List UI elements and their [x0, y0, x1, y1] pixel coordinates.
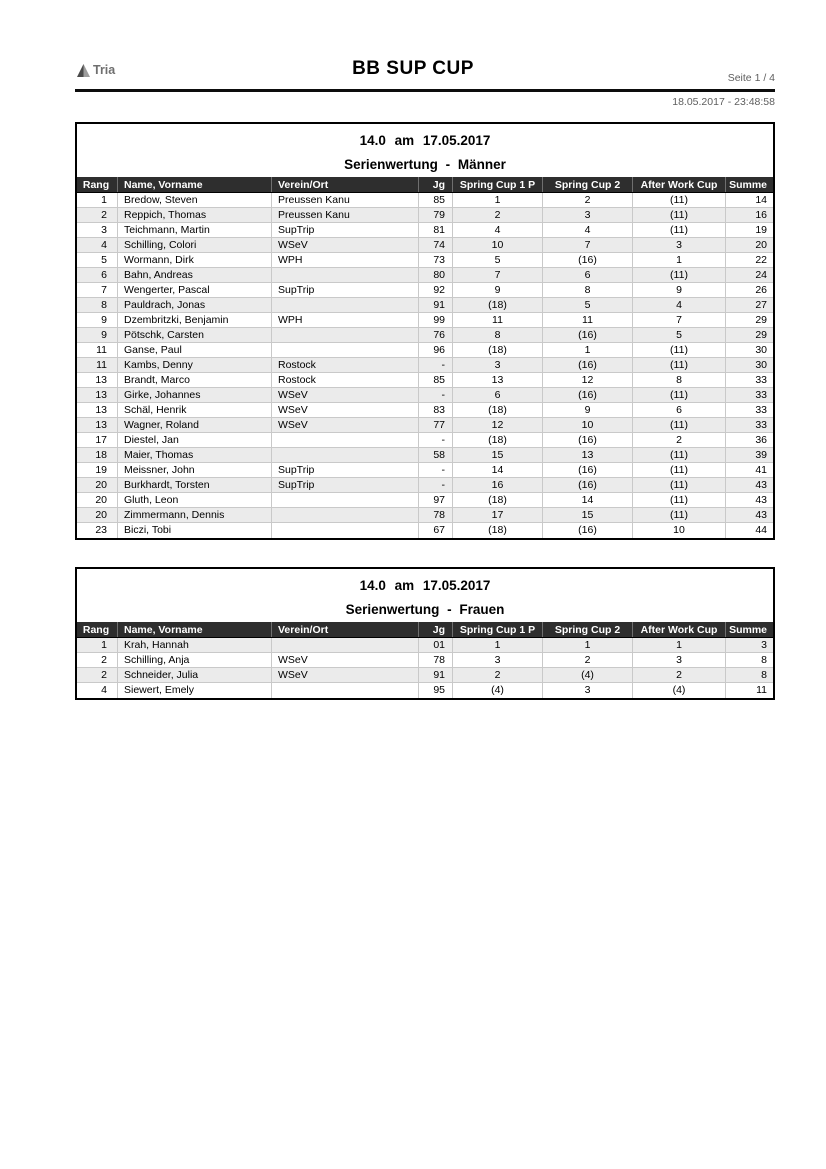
table-cell: 91 — [418, 668, 452, 682]
table-cell: WPH — [271, 313, 418, 327]
table-cell: WPH — [271, 253, 418, 267]
table-cell: 29 — [725, 328, 773, 342]
table-cell: 3 — [632, 238, 725, 252]
table-cell — [271, 508, 418, 522]
table-cell: 33 — [725, 418, 773, 432]
table-cell — [271, 328, 418, 342]
table-cell: Bredow, Steven — [117, 193, 271, 207]
table-cell: 16 — [452, 478, 542, 492]
table-cell: Wormann, Dirk — [117, 253, 271, 267]
table-cell: (16) — [542, 463, 632, 477]
table-cell: (4) — [632, 683, 725, 698]
column-header: Spring Cup 1 P — [452, 177, 542, 192]
column-header: Jg — [418, 622, 452, 637]
table-cell: Rostock — [271, 373, 418, 387]
table-cell: 2 — [101, 669, 107, 681]
table-row — [77, 448, 773, 463]
table-cell: 20 — [725, 238, 773, 252]
table-cell: 11 — [542, 313, 632, 327]
document-title: BB SUP CUP — [352, 58, 474, 79]
table-cell: 67 — [418, 523, 452, 538]
table-row — [77, 418, 773, 433]
table-cell: 2 — [632, 668, 725, 682]
table-cell: 8 — [725, 653, 773, 667]
table-cell: 17 — [452, 508, 542, 522]
table-cell: 13 — [95, 374, 107, 386]
table-title-block — [77, 124, 773, 177]
table-cell: 3 — [452, 653, 542, 667]
table-row — [77, 493, 773, 508]
column-header: Jg — [418, 177, 452, 192]
table-cell: 2 — [452, 208, 542, 222]
table-cell: Wagner, Roland — [117, 418, 271, 432]
table-cell: - — [418, 478, 452, 492]
table-cell: 2 — [542, 653, 632, 667]
table-cell: 79 — [418, 208, 452, 222]
table-cell: 76 — [418, 328, 452, 342]
table-cell: (11) — [632, 508, 725, 522]
table-cell: WSeV — [271, 668, 418, 682]
table-row — [77, 403, 773, 418]
table-cell — [271, 493, 418, 507]
table-cell: 29 — [725, 313, 773, 327]
table-cell: 6 — [632, 403, 725, 417]
table-title-series: Serienwertung - Frauen — [345, 602, 505, 617]
table-cell: 7 — [632, 313, 725, 327]
table-row — [77, 223, 773, 238]
table-cell: 78 — [418, 653, 452, 667]
page-number-label: Seite 1 / 4 — [727, 72, 775, 84]
table-cell: SupTrip — [271, 223, 418, 237]
table-cell — [271, 343, 418, 357]
table-cell: 11 — [96, 344, 107, 356]
table-row — [77, 668, 773, 683]
table-cell: 95 — [418, 683, 452, 698]
table-cell: (16) — [542, 253, 632, 267]
table-cell: Pötschk, Carsten — [117, 328, 271, 342]
table-cell: WSeV — [271, 403, 418, 417]
table-cell: 7 — [452, 268, 542, 282]
table-cell: 24 — [725, 268, 773, 282]
table-row — [77, 508, 773, 523]
table-cell: Bahn, Andreas — [117, 268, 271, 282]
table-cell: (11) — [632, 268, 725, 282]
print-timestamp: 18.05.2017 - 23:48:58 — [672, 96, 775, 108]
table-cell: 20 — [95, 494, 107, 506]
table-row — [77, 208, 773, 223]
table-cell: 13 — [95, 404, 107, 416]
column-header: Verein/Ort — [271, 177, 418, 192]
table-cell: 85 — [418, 193, 452, 207]
table-cell: 36 — [725, 433, 773, 447]
column-header: After Work Cup — [632, 177, 725, 192]
table-cell: 4 — [542, 223, 632, 237]
column-header: Summe — [725, 177, 773, 192]
table-cell — [271, 298, 418, 312]
table-cell: 4 — [452, 223, 542, 237]
table-cell: (11) — [632, 493, 725, 507]
table-cell: (16) — [542, 433, 632, 447]
table-cell: 3 — [542, 208, 632, 222]
table-cell: 01 — [418, 638, 452, 652]
table-row — [77, 638, 773, 653]
table-cell: 10 — [452, 238, 542, 252]
table-cell: 20 — [95, 509, 107, 521]
table-cell: Teichmann, Martin — [117, 223, 271, 237]
table-cell: 8 — [725, 668, 773, 682]
table-cell: - — [418, 463, 452, 477]
column-header: Rang — [82, 624, 110, 636]
table-cell: 3 — [101, 224, 107, 236]
table-cell: (11) — [632, 388, 725, 402]
table-cell: 16 — [725, 208, 773, 222]
table-cell: Rostock — [271, 358, 418, 372]
table-header-row — [77, 622, 773, 638]
table-cell: (11) — [632, 448, 725, 462]
table-cell: 10 — [542, 418, 632, 432]
table-header-row — [77, 177, 773, 193]
table-cell: 33 — [725, 403, 773, 417]
table-cell: (18) — [452, 433, 542, 447]
table-cell: 9 — [452, 283, 542, 297]
table-cell: 39 — [725, 448, 773, 462]
table-cell: (4) — [542, 668, 632, 682]
header-divider — [75, 89, 775, 92]
table-cell: (11) — [632, 463, 725, 477]
table-cell: 5 — [632, 328, 725, 342]
table-row — [77, 388, 773, 403]
table-cell: 11 — [452, 313, 542, 327]
table-cell: (11) — [632, 343, 725, 357]
table-cell: Krah, Hannah — [117, 638, 271, 652]
table-cell: 13 — [95, 419, 107, 431]
table-cell: 80 — [418, 268, 452, 282]
table-cell: WSeV — [271, 418, 418, 432]
table-cell: 9 — [542, 403, 632, 417]
table-cell: 9 — [101, 329, 107, 341]
table-cell: 15 — [542, 508, 632, 522]
table-cell: 1 — [632, 638, 725, 652]
table-row — [77, 268, 773, 283]
table-cell: 13 — [542, 448, 632, 462]
table-cell: Preussen Kanu — [271, 193, 418, 207]
table-cell: 1 — [101, 639, 107, 651]
table-cell: 91 — [418, 298, 452, 312]
table-cell: 43 — [725, 493, 773, 507]
column-header: Verein/Ort — [271, 622, 418, 637]
table-cell: 58 — [418, 448, 452, 462]
table-cell: 3 — [632, 653, 725, 667]
column-header: Spring Cup 2 — [542, 622, 632, 637]
table-cell: 3 — [542, 683, 632, 698]
table-cell: (18) — [452, 343, 542, 357]
table-cell: 43 — [725, 478, 773, 492]
table-cell: Schilling, Anja — [117, 653, 271, 667]
table-cell: 11 — [96, 359, 107, 371]
table-cell: Zimmermann, Dennis — [117, 508, 271, 522]
table-cell: 6 — [452, 388, 542, 402]
table-row — [77, 463, 773, 478]
table-cell: 6 — [542, 268, 632, 282]
table-cell: 7 — [101, 284, 107, 296]
table-cell: WSeV — [271, 653, 418, 667]
table-cell: 30 — [725, 358, 773, 372]
table-cell: 4 — [101, 239, 107, 251]
table-cell: (11) — [632, 418, 725, 432]
table-cell: (4) — [452, 683, 542, 698]
table-cell: Biczi, Tobi — [117, 523, 271, 538]
table-cell: (11) — [632, 478, 725, 492]
table-cell: 44 — [725, 523, 773, 538]
table-cell: (11) — [632, 193, 725, 207]
table-cell: SupTrip — [271, 283, 418, 297]
table-cell: 9 — [101, 314, 107, 326]
table-cell: 81 — [418, 223, 452, 237]
table-cell: WSeV — [271, 388, 418, 402]
table-cell: 73 — [418, 253, 452, 267]
table-row — [77, 683, 773, 698]
table-cell: Brandt, Marco — [117, 373, 271, 387]
table-row — [77, 358, 773, 373]
table-cell: 8 — [542, 283, 632, 297]
table-row — [77, 238, 773, 253]
table-cell: (18) — [452, 523, 542, 538]
table-cell: 14 — [725, 193, 773, 207]
table-cell: 3 — [452, 358, 542, 372]
table-cell: 19 — [95, 464, 107, 476]
column-header: Spring Cup 2 — [542, 177, 632, 192]
table-cell: 1 — [632, 253, 725, 267]
table-cell — [271, 638, 418, 652]
table-cell — [271, 523, 418, 538]
table-cell: 2 — [542, 193, 632, 207]
table-cell: 13 — [95, 389, 107, 401]
table-cell — [271, 268, 418, 282]
table-cell — [271, 683, 418, 698]
table-cell: 83 — [418, 403, 452, 417]
table-cell: Girke, Johannes — [117, 388, 271, 402]
table-cell: 2 — [632, 433, 725, 447]
table-cell: 5 — [452, 253, 542, 267]
table-title-block — [77, 569, 773, 622]
table-cell: 99 — [418, 313, 452, 327]
table-cell: 19 — [725, 223, 773, 237]
column-header: Summe — [725, 622, 773, 637]
table-title-date: 14.0 am 17.05.2017 — [359, 133, 491, 148]
column-header: Name, Vorname — [117, 622, 271, 637]
column-header: After Work Cup — [632, 622, 725, 637]
table-cell: Gluth, Leon — [117, 493, 271, 507]
table-row — [77, 328, 773, 343]
table-cell: 3 — [725, 638, 773, 652]
table-cell: 11 — [725, 683, 773, 698]
table-cell: Ganse, Paul — [117, 343, 271, 357]
table-cell: 41 — [725, 463, 773, 477]
table-cell: 6 — [101, 269, 107, 281]
table-cell: 14 — [452, 463, 542, 477]
table-cell: (18) — [452, 298, 542, 312]
table-cell: Dzembritzki, Benjamin — [117, 313, 271, 327]
table-cell: SupTrip — [271, 478, 418, 492]
table-cell: Meissner, John — [117, 463, 271, 477]
table-cell: 1 — [452, 638, 542, 652]
table-cell: 4 — [632, 298, 725, 312]
table-cell: 7 — [542, 238, 632, 252]
table-cell: Kambs, Denny — [117, 358, 271, 372]
table-cell: 1 — [452, 193, 542, 207]
table-cell: 2 — [452, 668, 542, 682]
table-cell: Schilling, Colori — [117, 238, 271, 252]
table-row — [77, 343, 773, 358]
table-cell: 27 — [725, 298, 773, 312]
table-cell — [271, 448, 418, 462]
table-cell: Siewert, Emely — [117, 683, 271, 698]
table-cell: 10 — [632, 523, 725, 538]
table-cell: 5 — [101, 254, 107, 266]
table-cell: 1 — [542, 638, 632, 652]
table-cell: 4 — [101, 684, 107, 696]
table-cell: Diestel, Jan — [117, 433, 271, 447]
table-row — [77, 653, 773, 668]
table-cell: 1 — [101, 194, 107, 206]
table-cell: (18) — [452, 493, 542, 507]
table-cell: Schneider, Julia — [117, 668, 271, 682]
logo-text: Tria — [93, 63, 116, 77]
table-cell: 9 — [632, 283, 725, 297]
table-cell: - — [418, 358, 452, 372]
table-cell: 1 — [542, 343, 632, 357]
table-row — [77, 253, 773, 268]
table-cell: (16) — [542, 328, 632, 342]
table-cell: (11) — [632, 223, 725, 237]
table-cell: 33 — [725, 388, 773, 402]
table-cell: 33 — [725, 373, 773, 387]
table-cell: (11) — [632, 208, 725, 222]
table-row — [77, 373, 773, 388]
column-header: Name, Vorname — [117, 177, 271, 192]
table-cell: 85 — [418, 373, 452, 387]
table-cell: 14 — [542, 493, 632, 507]
table-cell: 5 — [542, 298, 632, 312]
table-cell: (16) — [542, 388, 632, 402]
table-cell: 77 — [418, 418, 452, 432]
table-cell: 20 — [95, 479, 107, 491]
table-cell: (16) — [542, 523, 632, 538]
table-row — [77, 313, 773, 328]
table-cell: (16) — [542, 358, 632, 372]
table-cell: 22 — [725, 253, 773, 267]
table-title-series: Serienwertung - Männer — [344, 157, 506, 172]
table-row — [77, 298, 773, 313]
table-cell: Reppich, Thomas — [117, 208, 271, 222]
table-cell: WSeV — [271, 238, 418, 252]
table-cell: Maier, Thomas — [117, 448, 271, 462]
table-row — [77, 433, 773, 448]
table-cell: 8 — [632, 373, 725, 387]
table-cell: 30 — [725, 343, 773, 357]
table-row — [77, 523, 773, 538]
table-row — [77, 478, 773, 493]
table-cell: 78 — [418, 508, 452, 522]
table-title-date: 14.0 am 17.05.2017 — [359, 578, 491, 593]
table-cell: 12 — [542, 373, 632, 387]
table-cell: (11) — [632, 358, 725, 372]
table-cell: 8 — [101, 299, 107, 311]
table-cell: 2 — [101, 209, 107, 221]
table-row — [77, 193, 773, 208]
table-cell: 92 — [418, 283, 452, 297]
table-cell: Pauldrach, Jonas — [117, 298, 271, 312]
table-cell: 26 — [725, 283, 773, 297]
table-cell: - — [418, 388, 452, 402]
table-cell: Schäl, Henrik — [117, 403, 271, 417]
table-cell: SupTrip — [271, 463, 418, 477]
table-cell: 96 — [418, 343, 452, 357]
table-cell: (18) — [452, 403, 542, 417]
column-header: Spring Cup 1 P — [452, 622, 542, 637]
table-cell: 2 — [101, 654, 107, 666]
table-cell: - — [418, 433, 452, 447]
table-cell: 12 — [452, 418, 542, 432]
table-cell: (16) — [542, 478, 632, 492]
table-row — [77, 283, 773, 298]
table-cell: 97 — [418, 493, 452, 507]
table-frauen — [75, 567, 775, 700]
table-cell: 17 — [95, 434, 107, 446]
table-cell: 13 — [452, 373, 542, 387]
table-cell: Wengerter, Pascal — [117, 283, 271, 297]
table-cell: Burkhardt, Torsten — [117, 478, 271, 492]
table-cell: 23 — [95, 524, 107, 536]
table-cell: 15 — [452, 448, 542, 462]
table-cell: Preussen Kanu — [271, 208, 418, 222]
table-maenner — [75, 122, 775, 540]
column-header: Rang — [82, 179, 110, 191]
table-cell: 74 — [418, 238, 452, 252]
table-cell — [271, 433, 418, 447]
table-cell: 18 — [95, 449, 107, 461]
table-cell: 43 — [725, 508, 773, 522]
table-cell: 8 — [452, 328, 542, 342]
